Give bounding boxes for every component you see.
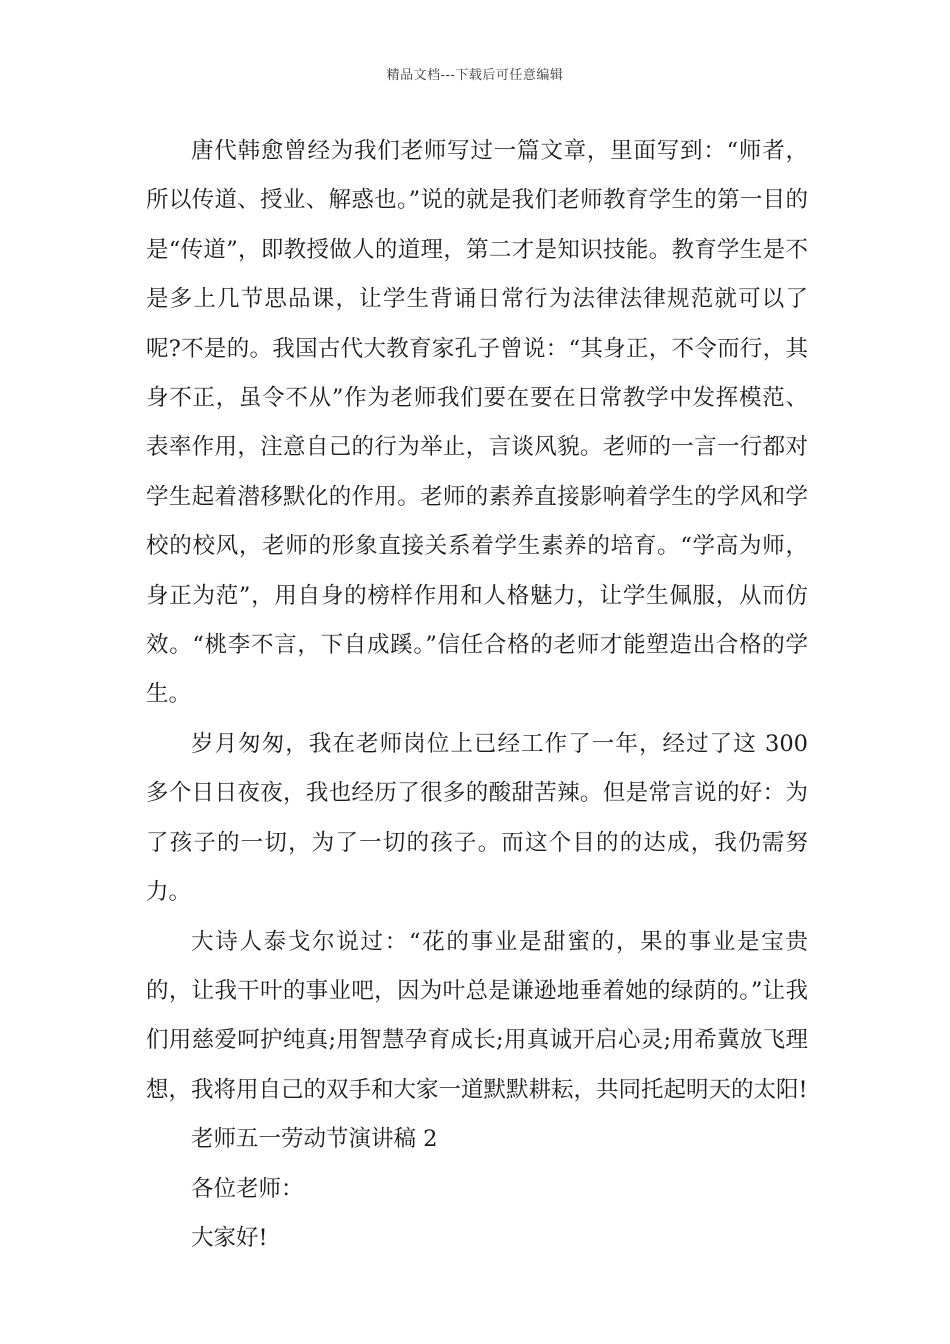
page-header: 精品文档---下载后可任意编辑: [386, 68, 564, 83]
speech-heading: 老师五一劳动节演讲稿 2: [191, 1126, 438, 1153]
paragraph-tagore-quote: 大诗人泰戈尔说过：“花的事业是甜蜜的，果的事业是宝贵的，让我干叶的事业吧，因为叶总是谦逊地垂着她的绿荫的。”让我们用慈爱呵护纯真;用智慧孕育成长;用真诚开启心灵;用希冀放飞理想，我将用自己的双手和大家一道默默耕耘，共同托起明天的太阳!: [146, 928, 808, 1103]
greeting: 大家好!: [191, 1224, 268, 1251]
paragraph-teacher-role: 唐代韩愈曾经为我们老师写过一篇文章，里面写到：“师者，所以传道、授业、解惑也。”说的就是我们老师教育学生的第一目的是“传道”，即教授做人的道理，第二才是知识技能。教育学生是不是多上几节思品课，让学生背诵日常行为法律法律规范就可以了呢?不是的。我国古代大教育家孔子曾说：“其身正，不令而行，其身不正，虽令不从”作为老师我们要在要在日常教学中发挥模范、表率作用，注意自己的行为举止，言谈风貌。老师的一言一行都对学生起着潜移默化的作用。老师的素养直接影响着学生的学风和学校的校风，老师的形象直接关系着学生素养的培育。“学高为师，身正为范”，用自身的榜样作用和人格魅力，让学生佩服，从而仿效。“桃李不言，下自成蹊。”信任合格的老师才能塑造出合格的学生。: [146, 138, 808, 708]
paragraph-one-year: 岁月匆匆，我在老师岗位上已经工作了一年，经过了这 300 多个日日夜夜，我也经历了很多的酸甜苦辣。但是常言说的好：为了孩子的一切，为了一切的孩子。而这个目的的达成，我仍需努力。: [146, 730, 808, 906]
salutation: 各位老师：: [191, 1175, 304, 1202]
document-body: [146, 127, 808, 1263]
